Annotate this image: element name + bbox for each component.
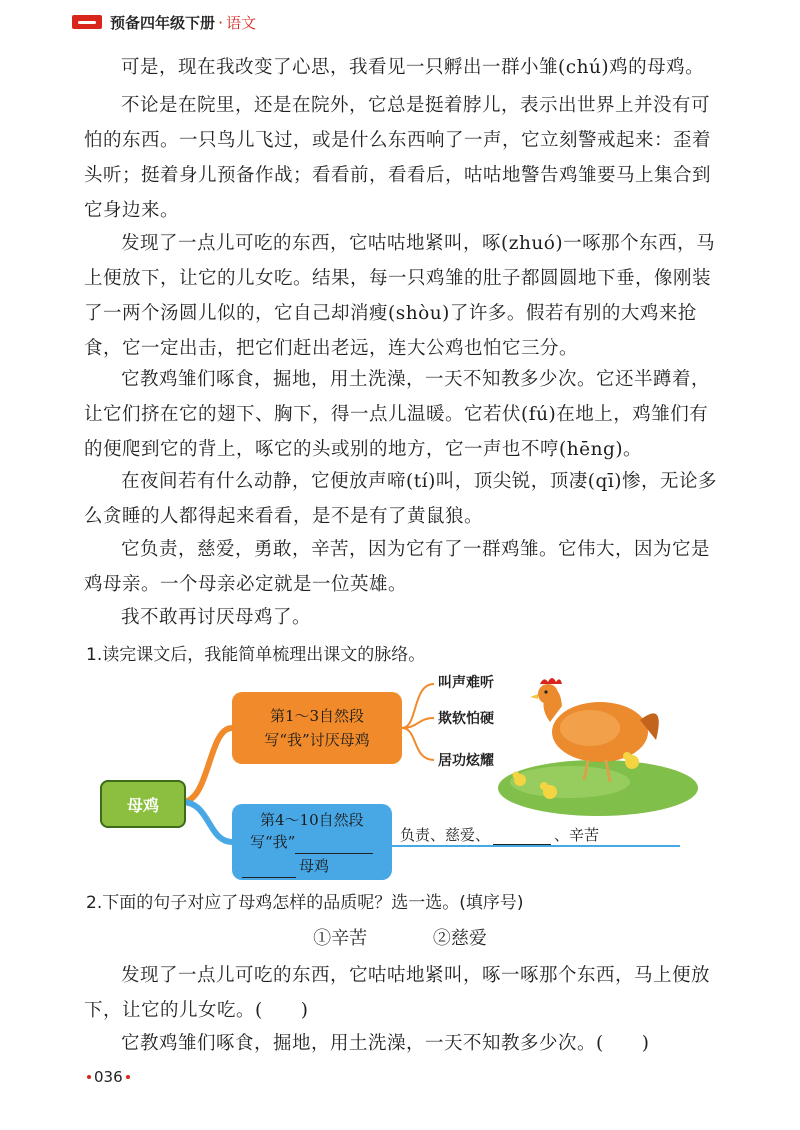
page-number-text: 036 xyxy=(94,1068,123,1086)
page-dot-right xyxy=(126,1075,130,1079)
question-2-sentence-2[interactable]: 它教鸡雏们啄食，掘地，用土洗澡，一天不知教多少次。( ) xyxy=(121,1033,650,1054)
branch-paragraphs-4-10 xyxy=(232,804,392,880)
paragraph-4: 它教鸡雏们啄食，掘地，用土洗澡，一天不知教多少次。它还半蹲着，让它们挤在它的翅下、胸下，得一点儿温暖。它若伏(fú)在地上，鸡雏们有的便爬到它的背上，啄它的头或别的地方，它一声也不哼(hēng)。 xyxy=(84,369,711,460)
branch-2-line-2 xyxy=(250,830,373,854)
branch-1-line-2: 写“我”讨厌母鸡 xyxy=(264,731,370,749)
connector-trait-1 xyxy=(402,684,434,728)
option-2: ②慈爱 xyxy=(432,928,487,949)
subject-label: 语文 xyxy=(226,13,257,32)
branch-paragraphs-1-3 xyxy=(232,692,402,764)
connector-trait-3 xyxy=(402,728,434,760)
branch-2-traits xyxy=(400,824,599,845)
trait-3: 居功炫耀 xyxy=(438,753,494,769)
branch-2-suffix: 母鸡 xyxy=(299,857,330,875)
question-2-title: 2.下面的句子对应了母鸡怎样的品质呢？选一选。(填序号) xyxy=(86,893,524,913)
branch-2-line-1: 第4～10自然段 xyxy=(260,811,364,829)
branch-2-prefix: 写“我” xyxy=(250,833,296,851)
option-1: ①辛苦 xyxy=(313,928,368,949)
paragraph-2: 不论是在院里，还是在院外，它总是挺着脖儿，表示出世界上并没有可怕的东西。一只鸟儿飞过，或是什么东西响了一声，它立刻警戒起来：歪着头听；挺着身儿预备作战；看看前，看看后，咕咕地警告鸡雏要马上集合到它身边来。 xyxy=(84,95,712,221)
traits-prefix: 负责、慈爱、 xyxy=(400,826,491,844)
paragraph-7: 我不敢再讨厌母鸡了。 xyxy=(121,607,312,628)
page-header xyxy=(72,8,256,36)
trait-2: 欺软怕硬 xyxy=(438,711,494,727)
trait-1: 叫声难听 xyxy=(438,675,494,691)
paragraph-6: 它负责，慈爱，勇敢，辛苦，因为它有了一群鸡雏。它伟大，因为它是鸡母亲。一个母亲必定就是一位英雄。 xyxy=(84,539,711,595)
connector-orange xyxy=(182,728,232,802)
fill-in-blank-3[interactable] xyxy=(493,830,551,845)
paragraph-1: 可是，现在我改变了心思，我看见一只孵出一群小雏(chú)鸡的母鸡。 xyxy=(121,57,705,78)
mind-map-root: 母鸡 xyxy=(100,780,186,828)
page-dot-left xyxy=(87,1075,91,1079)
question-2-sentence-1[interactable]: 发现了一点儿可吃的东西，它咕咕地紧叫，啄一啄那个东西，马上便放下，让它的儿女吃。( ) xyxy=(84,965,711,1021)
page-number xyxy=(84,1068,133,1086)
fill-in-blank-2[interactable] xyxy=(242,861,296,878)
branch-2-line-3 xyxy=(242,854,329,878)
branch-1-line-1: 第1～3自然段 xyxy=(269,707,365,725)
traits-suffix: 、辛苦 xyxy=(554,826,600,844)
question-1-title: 1.读完课文后，我能简单梳理出课文的脉络。 xyxy=(86,645,426,665)
fill-in-blank-1[interactable] xyxy=(295,837,373,854)
answer-options xyxy=(0,924,800,950)
header-separator: · xyxy=(218,12,224,32)
paragraph-3: 发现了一点儿可吃的东西，它咕咕地紧叫，啄(zhuó)一啄那个东西，马上便放下，让它的儿女吃。结果，每一只鸡雏的肚子都圆圆地下垂，像刚装了一两个汤圆儿似的，它自己却消瘦(shòu)了许多。假若有别的大鸡来抢食，它一定出击，把它们赶出老远，连大公鸡也怕它三分。 xyxy=(84,233,716,359)
paragraph-5: 在夜间若有什么动静，它便放声啼(tí)叫，顶尖锐，顶凄(qī)惨，无论多么贪睡的人都得起来看看，是不是有了黄鼠狼。 xyxy=(84,471,717,527)
book-title: 预备四年级下册 xyxy=(110,13,216,32)
mind-map xyxy=(100,670,700,900)
connector-blue xyxy=(182,802,232,842)
brand-logo-icon xyxy=(72,15,102,29)
